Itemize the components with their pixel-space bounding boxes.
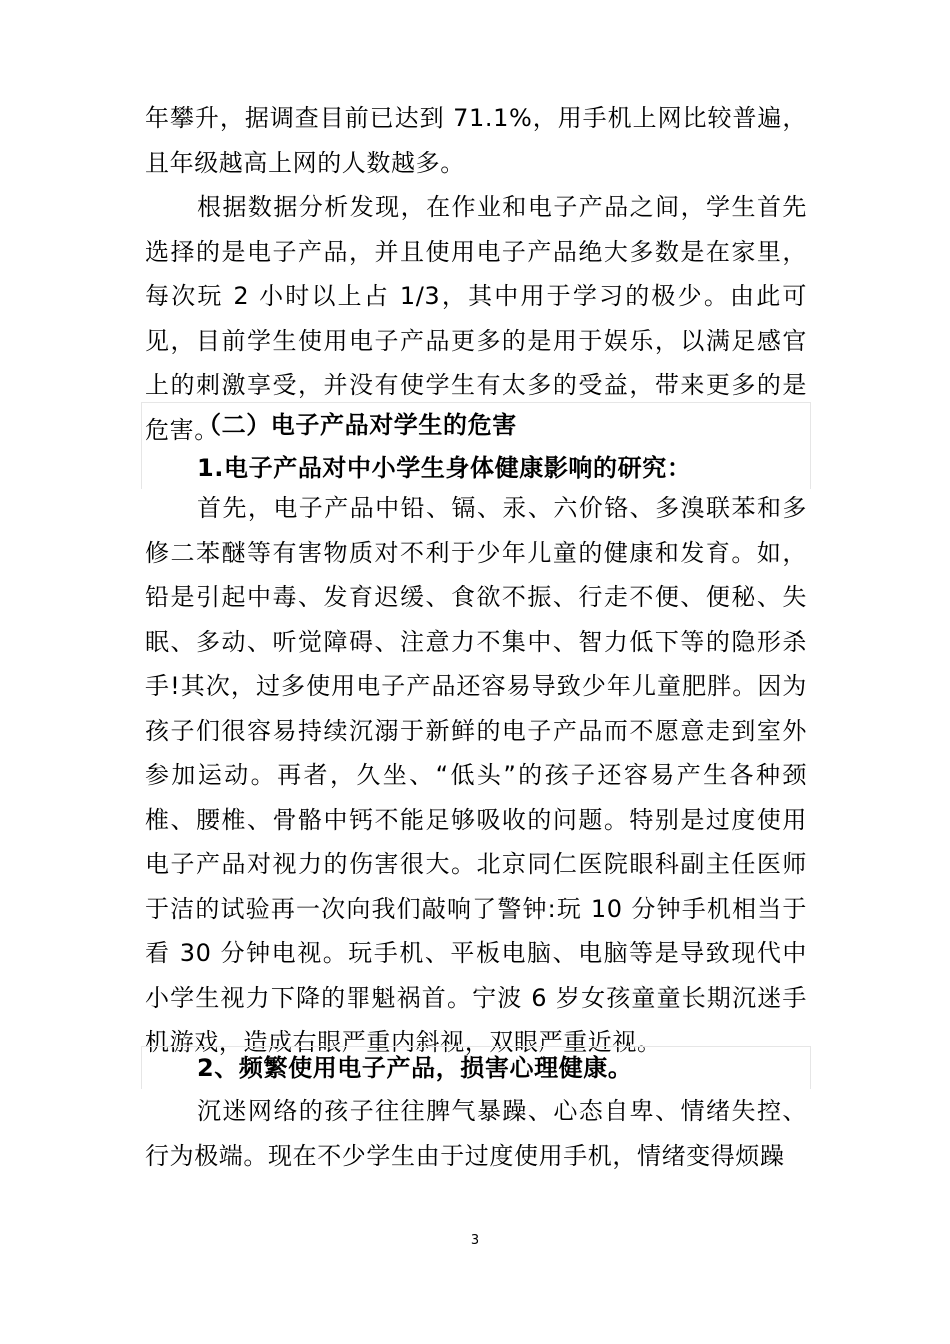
paragraph-mental-health: 沉迷网络的孩子往往脾气暴躁、心态自卑、情绪失控、行为极端。现在不少学生由于过度使用手机，情绪变得烦躁 — [145, 1097, 807, 1170]
section-heading: （二）电子产品对学生的危害 — [197, 411, 517, 439]
paragraph-continuation: 年攀升，据调查目前已达到 71.1%，用手机上网比较普遍，且年级越高上网的人数越多。 — [145, 104, 807, 177]
paragraph-data-analysis: 根据数据分析发现，在作业和电子产品之间，学生首先选择的是电子产品，并且使用电子产品绝大多数是在家里，每次玩 2 小时以上占 1/3，其中用于学习的极少。由此可见，目前学生使用电子产品更多的是用于娱乐，以满足感官上的刺激享受，并没有使学生有太多的受益，带来更多的是危害。 — [145, 193, 807, 444]
subsection-heading-physical-health: 1.电子产品对中小学生身体健康影响的研究： — [197, 454, 692, 482]
subsection-heading-mental-health: 2、频繁使用电子产品，损害心理健康。 — [197, 1054, 633, 1082]
paragraph-physical-health: 首先，电子产品中铅、镉、汞、六价铬、多溴联苯和多修二苯醚等有害物质对不利于少年儿童的健康和发育。如，铅是引起中毒、发育迟缓、食欲不振、行走不便、便秘、失眠、多动、听觉障碍、注意力不集中、智力低下等的隐形杀手!其次，过多使用电子产品还容易导致少年儿童肥胖。因为孩子们很容易持续沉溺于新鲜的电子产品而不愿意走到室外参加运动。再者，久坐、“低头”的孩子还容易产生各种颈椎、腰椎、骨骼中钙不能足够吸收的问题。特别是过度使用电子产品对视力的伤害很大。北京同仁医院眼科副主任医师于洁的试验再一次向我们敲响了警钟:玩 10 分钟手机相当于看 30 分钟电视。玩手机、平板电脑、电脑等是导致现代中小学生视力下降的罪魁祸首。宁波 6 岁女孩童童长期沉迷手机游戏，造成右眼严重内斜视，双眼严重近视。 — [145, 494, 807, 1056]
page-number: 3 — [470, 1233, 480, 1248]
